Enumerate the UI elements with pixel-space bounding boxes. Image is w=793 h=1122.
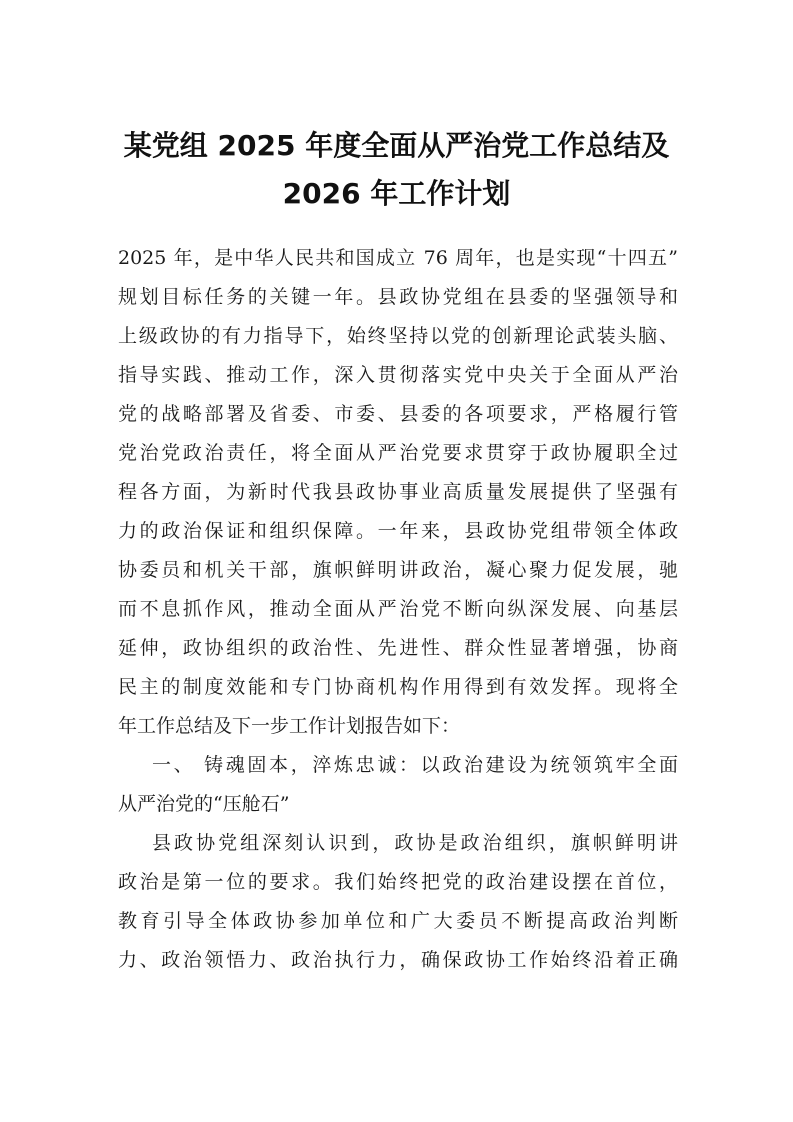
intro-line: 规划目标任务的关键一年。县政协党组在县委的坚强领导和	[118, 286, 678, 308]
section-heading-line-1: 一、 铸魂固本，淬炼忠诚：以政治建设为统领筑牢全面	[152, 754, 678, 776]
intro-line: 延伸，政协组织的政治性、先进性、群众性显著增强，协商	[118, 637, 678, 659]
intro-line: 2025 年，是中华人民共和国成立 76 周年，也是实现“十四五”	[118, 247, 678, 269]
intro-line: 指导实践、推动工作，深入贯彻落实党中央关于全面从严治	[118, 364, 678, 386]
section-body-line: 力、政治领悟力、政治执行力，确保政协工作始终沿着正确	[118, 949, 678, 971]
intro-line: 年工作总结及下一步工作计划报告如下：	[118, 715, 461, 737]
intro-line: 党的战略部署及省委、市委、县委的各项要求，严格履行管	[118, 403, 678, 425]
intro-line: 上级政协的有力指导下，始终坚持以党的创新理论武装头脑、	[118, 325, 678, 347]
section-body-line: 教育引导全体政协参加单位和广大委员不断提高政治判断	[118, 910, 678, 932]
intro-line: 党治党政治责任，将全面从严治党要求贯穿于政协履职全过	[118, 442, 678, 464]
intro-line: 程各方面，为新时代我县政协事业高质量发展提供了坚强有	[118, 481, 678, 503]
intro-line: 民主的制度效能和专门协商机构作用得到有效发挥。现将全	[118, 676, 678, 698]
intro-line: 协委员和机关干部，旗帜鲜明讲政治，凝心聚力促发展，驰	[118, 559, 678, 581]
section-heading-line-2: 从严治党的“压舱石”	[118, 793, 290, 815]
section-body-line: 政治是第一位的要求。我们始终把党的政治建设摆在首位，	[118, 871, 678, 893]
section-body-line: 县政协党组深刻认识到，政协是政治组织，旗帜鲜明讲	[152, 832, 678, 854]
intro-line: 而不息抓作风，推动全面从严治党不断向纵深发展、向基层	[118, 598, 678, 620]
document-title-line-2: 2026 年工作计划	[282, 177, 511, 210]
document-title-line-1: 某党组 2025 年度全面从严治党工作总结及	[123, 129, 670, 162]
intro-line: 力的政治保证和组织保障。一年来，县政协党组带领全体政	[118, 520, 678, 542]
